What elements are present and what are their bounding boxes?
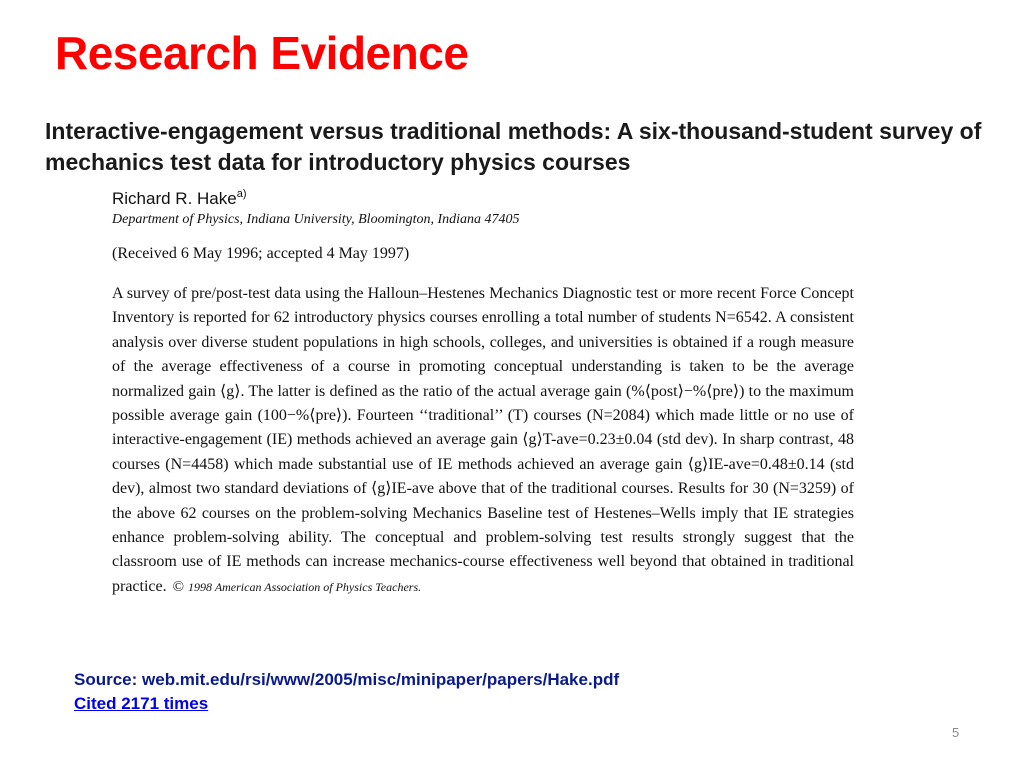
slide-title: Research Evidence (55, 27, 469, 79)
paper-abstract (112, 282, 854, 599)
copyright-icon: © (172, 578, 185, 595)
page-number: 5 (952, 725, 960, 740)
source-reference: Source: web.mit.edu/rsi/www/2005/misc/minipaper/papers/Hake.pdf (74, 670, 620, 689)
author-name: Richard R. Hake (112, 189, 237, 208)
copyright-text: 1998 American Association of Physics Teachers. (188, 579, 422, 594)
paper-affiliation: Department of Physics, Indiana University, Bloomington, Indiana 47405 (112, 212, 520, 227)
abstract-text: A survey of pre/post-test data using the Halloun–Hestenes Mechanics Diagnostic test or more recent Force Concept Inventory is reported for 62 introductory physics courses enrolling a total number of students N=6542. A consistent analysis over diverse student populations in high schools, colleges, and universities is obtained if a rough measure of the average effectiveness of a course in promoting conceptual understanding is taken to be the average normalized gain ⟨g⟩. The latter is defined as the ratio of the actual average gain (%⟨post⟩−%⟨pre⟩) to the maximum possible average gain (100−%⟨pre⟩). Fourteen ‘‘traditional’’ (T) courses (N=2084) which made little or no use of interactive-engagement (IE) methods achieved an average gain ⟨g⟩T-ave=0.23±0.04 (std dev). In sharp contrast, 48 courses (N=4458) which made substantial use of IE methods achieved an average gain ⟨g⟩IE-ave=0.48±0.14 (std dev), almost two standard deviations of ⟨g⟩IE-ave above that of the traditional courses. Results for 30 (N=3259) of the above 62 courses on the problem-solving Mechanics Baseline test of Hestenes–Wells imply that IE strategies enhance problem-solving ability. The conceptual and problem-solving test results strongly suggest that the classroom use of IE methods can increase mechanics-course effectiveness well beyond that obtained in traditional practice. (112, 285, 854, 595)
paper-received-date: (Received 6 May 1996; accepted 4 May 1997) (112, 245, 410, 262)
author-footnote-mark: a) (236, 188, 247, 200)
citations-link[interactable]: Cited 2171 times (74, 694, 209, 713)
copyright-notice (173, 580, 422, 594)
paper-author (112, 188, 247, 209)
paper-title: Interactive-engagement versus traditional methods: A six-thousand-student survey of mechanics test data for introductory physics courses (45, 118, 982, 175)
